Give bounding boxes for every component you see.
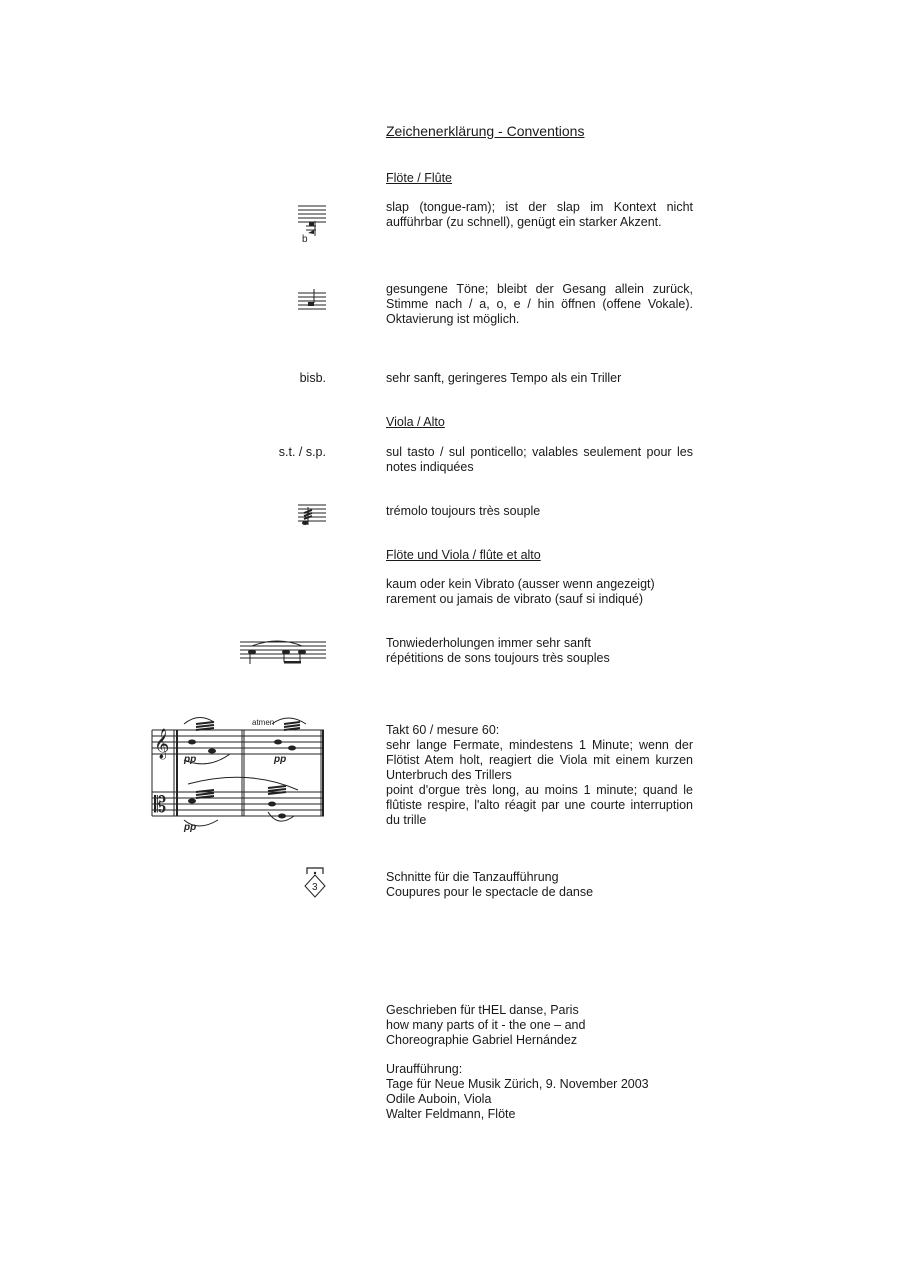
bisb-description: sehr sanft, geringeres Tempo als ein Triller xyxy=(386,371,622,385)
slap-notation-icon xyxy=(296,200,330,246)
vibrato-german: kaum oder kein Vibrato (ausser wenn angezeigt) xyxy=(386,577,655,591)
tremolo-description: trémolo toujours très souple xyxy=(386,504,541,518)
slap-description: slap (tongue-ram); ist der slap im Kontext nicht aufführbar (zu schnell), genügt ein starker Akzent. xyxy=(386,200,693,229)
measure-60-french: point d'orgue très long, au moins 1 minute; quand le flûtiste respire, l'alto réagit par une courte interruption du trille xyxy=(386,783,693,827)
credit-line-3: Choreographie Gabriel Hernández xyxy=(386,1033,578,1047)
dance-cut-description xyxy=(386,870,693,900)
stsp-label: s.t. / s.p. xyxy=(278,445,326,459)
vibrato-description xyxy=(386,577,693,607)
svg-text:𝄡: 𝄡 xyxy=(154,792,167,817)
measure-60-description xyxy=(386,723,693,828)
vibrato-french: rarement ou jamais de vibrato (sauf si indiqué) xyxy=(386,592,644,606)
dynamic-pp-viola: pp xyxy=(184,822,197,833)
dynamic-pp-flute-2: pp xyxy=(274,754,287,765)
premiere-performer-flute: Walter Feldmann, Flöte xyxy=(386,1107,516,1121)
dance-cut-german: Schnitte für die Tanzaufführung xyxy=(386,870,559,884)
svg-text:b: b xyxy=(302,234,308,245)
dynamic-pp-flute-1: pp xyxy=(184,754,197,765)
premiere-info xyxy=(386,1062,706,1122)
premiere-event: Tage für Neue Musik Zürich, 9. November 2003 xyxy=(386,1077,649,1091)
page-title: Zeichenerklärung - Conventions xyxy=(386,123,585,139)
measure-60-german: sehr lange Fermate, mindestens 1 Minute; wenn der Flötist Atem holt, reagiert die Viola mit einem kurzen Unterbruch des Trillers xyxy=(386,738,693,782)
cut-number: 3 xyxy=(312,882,318,893)
credits xyxy=(386,1003,706,1048)
tone-repetition-german: Tonwiederholungen immer sehr sanft xyxy=(386,636,591,650)
dance-cut-icon xyxy=(304,866,328,900)
credit-line-2: how many parts of it - the one – and xyxy=(386,1018,586,1032)
tone-repetition-french: répétitions de sons toujours très souples xyxy=(386,651,610,665)
premiere-performer-viola: Odile Auboin, Viola xyxy=(386,1092,492,1106)
bisb-label: bisb. xyxy=(299,371,326,385)
sung-tone-notation-icon xyxy=(296,287,330,317)
measure-60-music-example xyxy=(148,712,328,838)
tone-repetition-description xyxy=(386,636,693,666)
premiere-heading: Uraufführung: xyxy=(386,1062,463,1076)
section-heading-both: Flöte und Viola / flûte et alto xyxy=(386,548,541,562)
atmen-marking: atmen xyxy=(252,718,275,727)
section-heading-viola: Viola / Alto xyxy=(386,415,445,429)
measure-60-heading: Takt 60 / mesure 60: xyxy=(386,723,500,737)
svg-text:𝄞: 𝄞 xyxy=(154,728,170,758)
stsp-description: sul tasto / sul ponticello; valables seulement pour les notes indiquées xyxy=(386,445,693,474)
tone-repetition-notation-icon xyxy=(238,634,330,666)
section-heading-flute: Flöte / Flûte xyxy=(386,171,452,185)
tremolo-notation-icon xyxy=(296,499,330,529)
dance-cut-french: Coupures pour le spectacle de danse xyxy=(386,885,594,899)
credit-line-1: Geschrieben für tHEL danse, Paris xyxy=(386,1003,579,1017)
sung-tones-description: gesungene Töne; bleibt der Gesang allein zurück, Stimme nach / a, o, e / hin öffnen (offene Vokale). Oktavierung ist möglich. xyxy=(386,282,693,326)
